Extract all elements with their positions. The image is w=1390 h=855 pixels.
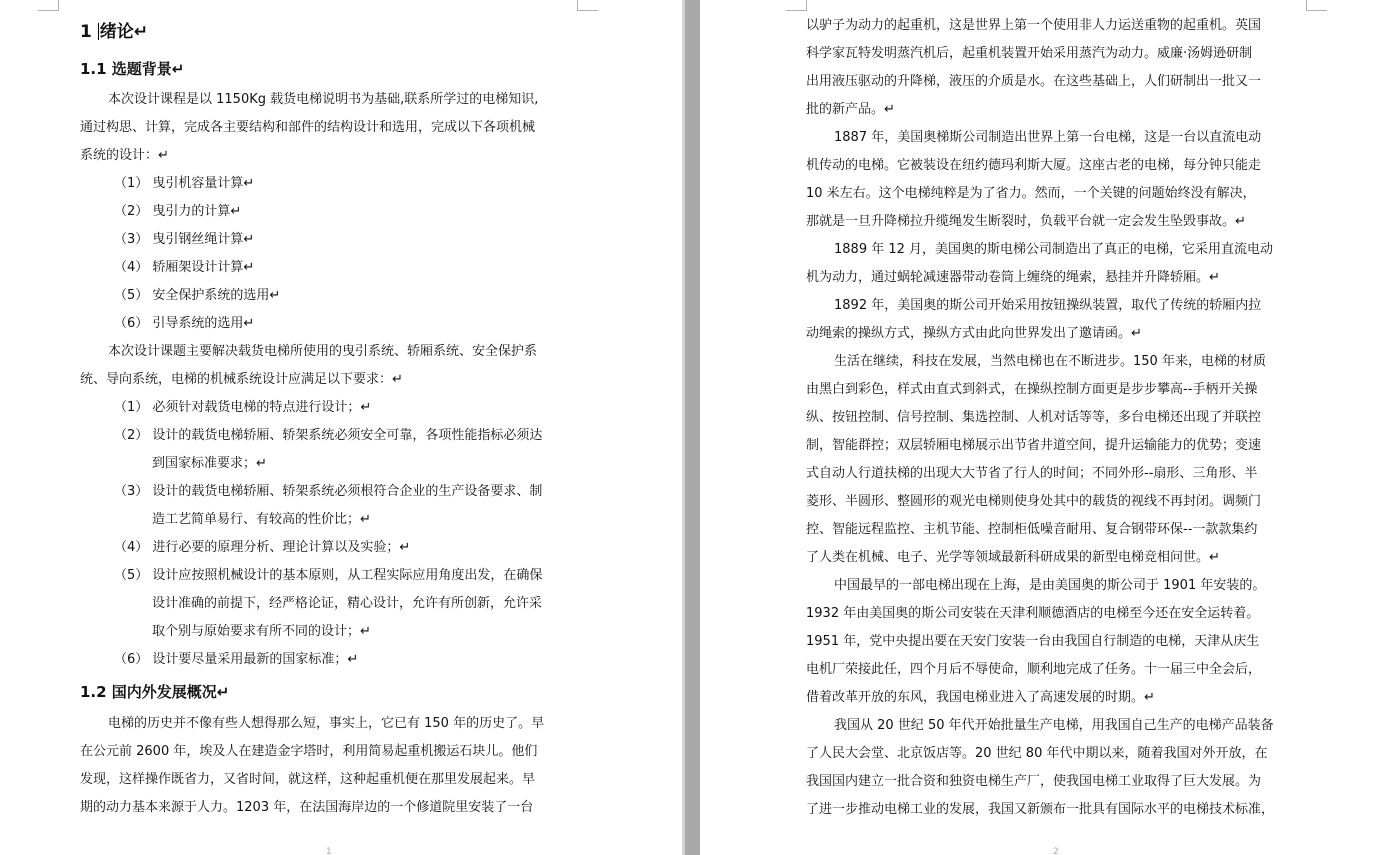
text-line[interactable]: 系统的设计：↵ — [80, 148, 169, 163]
text-line[interactable]: （1） 曳引机容量计算↵ — [114, 176, 255, 191]
text-line[interactable]: 菱形、半圆形、整圆形的观光电梯则使身处其中的载货的视线不再封闭。调频门 — [806, 494, 1262, 509]
text-line[interactable]: 电机厂荣接此任，四个月后不辱使命，顺利地完成了任务。十一届三中全会后， — [806, 662, 1262, 677]
text-line[interactable]: 由黑白到彩色，样式由直式到斜式，在操纵控制方面更是步步攀高--手柄开关操 — [806, 382, 1258, 397]
page-number: 1 — [326, 847, 332, 855]
text-line[interactable]: 那就是一旦升降梯拉升缆绳发生断裂时，负载平台就一定会发生坠毁事故。↵ — [806, 214, 1246, 229]
text-line[interactable]: 1932 年由美国奥的斯公司安装在天津利顺德酒店的电梯至今还在安全运转着。 — [806, 606, 1260, 621]
text-line[interactable]: （3） 设计的载货电梯轿厢、轿架系统必须根符合企业的生产设备要求、制 — [114, 484, 543, 499]
crop-mark — [38, 0, 59, 11]
text-line[interactable]: 1951 年，党中央提出要在天安门安装一台由我国自行制造的电梯，天津从庆生 — [806, 634, 1260, 649]
text-line[interactable]: 到国家标准要求；↵ — [152, 456, 267, 471]
crop-mark — [1306, 0, 1327, 11]
text-line[interactable]: 统、导向系统，电梯的机械系统设计应满足以下要求：↵ — [80, 372, 403, 387]
text-line[interactable]: 1892 年，美国奥的斯公司开始采用按钮操纵装置，取代了传统的轿厢内拉 — [834, 298, 1262, 313]
text-line[interactable]: 动绳索的操纵方式，操纵方式由此向世界发出了邀请函。↵ — [806, 326, 1142, 341]
text-line[interactable]: 10 米左右。这个电梯纯粹是为了省力。然而，一个关键的问题始终没有解决， — [806, 186, 1256, 201]
text-line[interactable]: （2） 曳引力的计算↵ — [114, 204, 242, 219]
text-line[interactable]: 借着改革开放的东风，我国电梯业进入了高速发展的时期。↵ — [806, 690, 1155, 705]
text-line[interactable]: 通过构思、计算，完成各主要结构和部件的结构设计和选用，完成以下各项机械 — [80, 120, 536, 135]
text-line[interactable]: （2） 设计的载货电梯轿厢、轿架系统必须安全可靠，各项性能指标必须达 — [114, 428, 543, 443]
text-line[interactable]: 了人民大会堂、北京饭店等。20 世纪 80 年代中期以来，随着我国对外开放，在 — [806, 746, 1268, 761]
text-cursor — [98, 23, 99, 40]
text-line[interactable]: （6） 引导系统的选用↵ — [114, 316, 255, 331]
heading[interactable]: 1.2 国内外发展概况↵ — [80, 683, 230, 701]
text-line[interactable]: 机传动的电梯。它被装设在纽约德玛利斯大厦。这座古老的电梯，每分钟只能走 — [806, 158, 1262, 173]
heading[interactable]: 1 绪论↵ — [80, 22, 148, 42]
text-line[interactable]: 了进一步推动电梯工业的发展，我国又新颁布一批具有国际水平的电梯技术标准， — [806, 802, 1275, 817]
text-line[interactable]: 取个别与原始要求有所不同的设计；↵ — [152, 624, 371, 639]
text-line[interactable]: （4） 轿厢架设计计算↵ — [114, 260, 255, 275]
page-number: 2 — [1053, 847, 1059, 855]
text-line[interactable]: 中国最早的一部电梯出现在上海，是由美国奥的斯公司于 1901 年安装的。 — [834, 578, 1266, 593]
text-line[interactable]: 机为动力，通过蜗轮减速器带动卷筒上缠绕的绳索，悬挂并升降轿厢。↵ — [806, 270, 1220, 285]
page-gutter — [682, 0, 700, 855]
text-line[interactable]: 设计准确的前提下，经严格论证，精心设计，允许有所创新，允许采 — [152, 596, 543, 611]
text-line[interactable]: 本次设计课程是以 1150Kg 载货电梯说明书为基础,联系所学过的电梯知识, — [108, 92, 539, 107]
text-line[interactable]: 以驴子为动力的起重机，这是世界上第一个使用非人力运送重物的起重机。英国 — [806, 18, 1262, 33]
text-line[interactable]: （5） 安全保护系统的选用↵ — [114, 288, 281, 303]
text-line[interactable]: 我国从 20 世纪 50 年代开始批量生产电梯，用我国自己生产的电梯产品装备 — [834, 718, 1274, 733]
crop-mark — [577, 0, 598, 11]
text-line[interactable]: （1） 必须针对载货电梯的特点进行设计；↵ — [114, 400, 372, 415]
text-line[interactable]: （4） 进行必要的原理分析、理论计算以及实验；↵ — [114, 540, 411, 555]
text-line[interactable]: 期的动力基本来源于人力。1203 年，在法国海岸边的一个修道院里安装了一台 — [80, 800, 534, 815]
text-line[interactable]: （3） 曳引钢丝绳计算↵ — [114, 232, 255, 247]
text-line[interactable]: 造工艺简单易行、有较高的性价比；↵ — [152, 512, 371, 527]
text-line[interactable]: 制，智能群控；双层轿厢电梯展示出节省井道空间，提升运输能力的优势；变速 — [806, 438, 1262, 453]
text-line[interactable]: （5） 设计应按照机械设计的基本原则，从工程实际应用角度出发，在确保 — [114, 568, 543, 583]
text-line[interactable]: 了人类在机械、电子、光学等领域最新科研成果的新型电梯竞相问世。↵ — [806, 550, 1220, 565]
text-line[interactable]: 科学家瓦特发明蒸汽机后，起重机装置开始采用蒸汽为动力。威廉·汤姆逊研制 — [806, 46, 1253, 61]
text-line[interactable]: 纵、按钮控制、信号控制、集选控制、人机对话等等，多台电梯还出现了并联控 — [806, 410, 1262, 425]
text-line[interactable]: 控、智能远程监控、主机节能、控制柜低噪音耐用、复合钢带环保--一款款集约 — [806, 522, 1258, 537]
document-page-2[interactable] — [700, 0, 1390, 855]
text-line[interactable]: 电梯的历史并不像有些人想得那么短，事实上，它已有 150 年的历史了。早 — [108, 716, 545, 731]
text-line[interactable]: 批的新产品。↵ — [806, 102, 895, 117]
crop-mark — [786, 0, 807, 11]
heading[interactable]: 1.1 选题背景↵ — [80, 60, 185, 78]
text-line[interactable]: 在公元前 2600 年，埃及人在建造金字塔时，利用简易起重机搬运石块儿。他们 — [80, 744, 538, 759]
text-line[interactable]: 1887 年，美国奥梯斯公司制造出世界上第一台电梯，这是一台以直流电动 — [834, 130, 1262, 145]
text-line[interactable]: 我国国内建立一批合资和独资电梯生产厂，使我国电梯工业取得了巨大发展。为 — [806, 774, 1262, 789]
text-line[interactable]: 发现，这样操作既省力，又省时间，就这样，这种起重机便在那里发展起来。早 — [80, 772, 536, 787]
text-line[interactable]: 1889 年 12 月，美国奥的斯电梯公司制造出了真正的电梯，它采用直流电动 — [834, 242, 1274, 257]
text-line[interactable]: 本次设计课题主要解决载货电梯所使用的曳引系统、轿厢系统、安全保护系 — [108, 344, 538, 359]
document-page-1[interactable] — [0, 0, 682, 855]
text-line[interactable]: 式自动人行道扶梯的出现大大节省了行人的时间；不同外形--扇形、三角形、半 — [806, 466, 1258, 481]
text-line[interactable]: 生活在继续，科技在发展，当然电梯也在不断进步。150 年来，电梯的材质 — [834, 354, 1266, 369]
text-line[interactable]: 出用液压驱动的升降梯，液压的介质是水。在这些基础上，人们研制出一批又一 — [806, 74, 1262, 89]
text-line[interactable]: （6） 设计要尽量采用最新的国家标准；↵ — [114, 652, 359, 667]
